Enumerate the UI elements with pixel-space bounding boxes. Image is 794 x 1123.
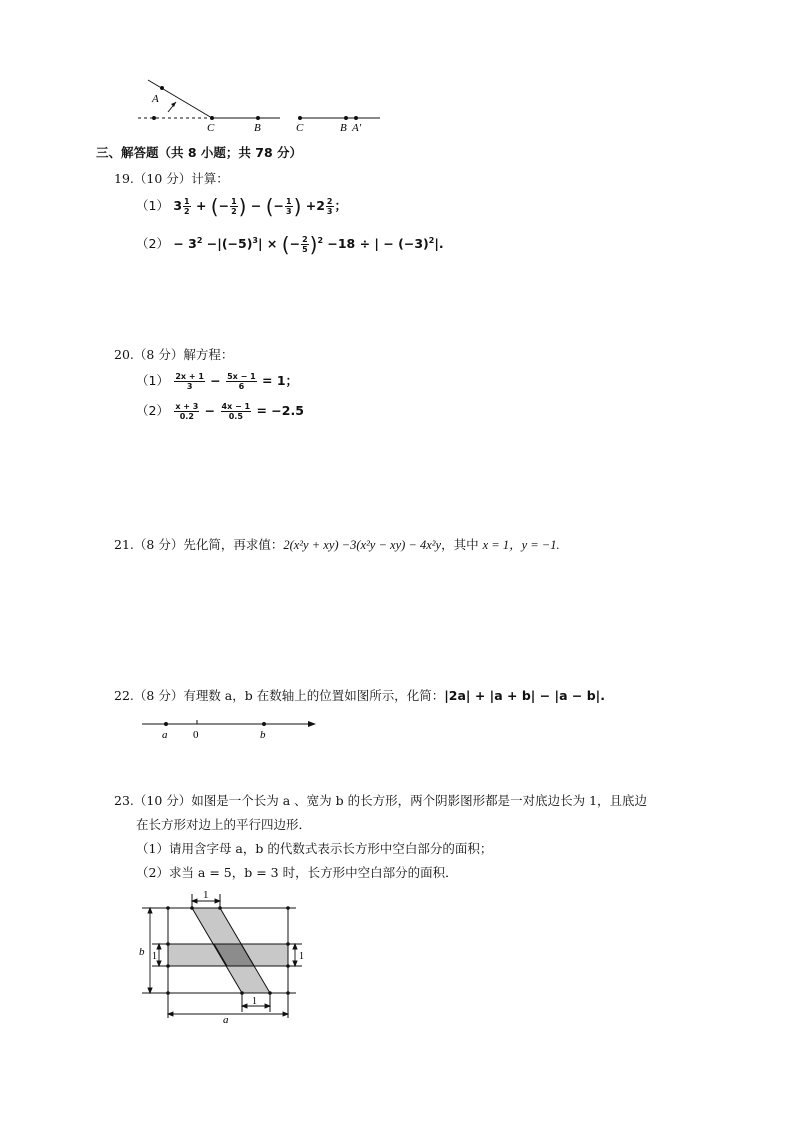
axis-b: b <box>260 729 266 741</box>
q20-part2: （2） $\frac{x + 3}{0.2}$ − $\frac{4x - 1}{0.5}$ = −2.5 <box>136 402 304 421</box>
q19-score: （10 分） <box>133 171 192 186</box>
q19-part1: （1） 3 $\frac{1}{2}$ + (− $\frac{1}{2}$ ) − (− $\frac{1}{3}$ ) +2 $\frac{2}{3}$ ； <box>136 194 348 219</box>
label-A-prime: A′ <box>352 122 362 134</box>
axis-zero: 0 <box>193 729 199 741</box>
label-B1: B <box>254 122 261 134</box>
dim-left-1: 1 <box>152 951 157 962</box>
q23-line2: 在长方形对边上的平行四边形． <box>136 817 312 832</box>
label-C2: C <box>296 122 304 134</box>
section-title: 三、解答题（共 8 小题；共 78 分） <box>96 145 303 160</box>
q20-heading: 20.（8 分）解方程： <box>114 347 234 362</box>
label-B2: B <box>340 122 347 134</box>
q23-line1: 23.（10 分）如图是一个长为 a 、宽为 b 的长方形，两个阴影图形都是一对底边长为 1，且底边 <box>114 793 648 808</box>
dim-a: a <box>223 1014 229 1024</box>
q20-part1: （1） $\frac{2x + 1}{3}$ − $\frac{5x - 1}{6}$ = 1； <box>136 372 299 391</box>
label-C1: C <box>207 122 215 134</box>
dim-b: b <box>139 946 145 958</box>
dim-bottom-1: 1 <box>252 996 257 1007</box>
axis-a: a <box>162 729 168 741</box>
q19-part2: $(2) - 3^2 -|(-5)^3|$ × (− $\frac{2}{5}$ )$^2$ −18 ÷ | − $(-3)^2|$. <box>136 232 444 257</box>
dim-top-1: 1 <box>203 889 209 901</box>
rectangle-figure <box>134 884 314 1024</box>
q19-text: 计算： <box>191 171 229 186</box>
label-A: A <box>152 93 159 105</box>
q21-line: 21.（8 分）先化简，再求值：2(x²y + xy) −3(x²y − xy) − 4x²y，其中 x = 1，y = −1. <box>114 537 560 552</box>
q22-line: 22.（8 分）有理数 a，b 在数轴上的位置如图所示，化简：|2a| + |a + b| − |a − b|. <box>114 688 605 703</box>
number-line <box>140 714 320 744</box>
q19-num: 19. <box>114 171 134 186</box>
q23-part2: （2）求当 a = 5，b = 3 时，长方形中空白部分的面积． <box>136 865 458 880</box>
q23-part1: （1）请用含字母 a，b 的代数式表示长方形中空白部分的面积； <box>136 841 493 856</box>
angle-figure <box>130 72 390 136</box>
q19-heading <box>114 170 229 188</box>
dim-right-1: 1 <box>299 951 304 962</box>
